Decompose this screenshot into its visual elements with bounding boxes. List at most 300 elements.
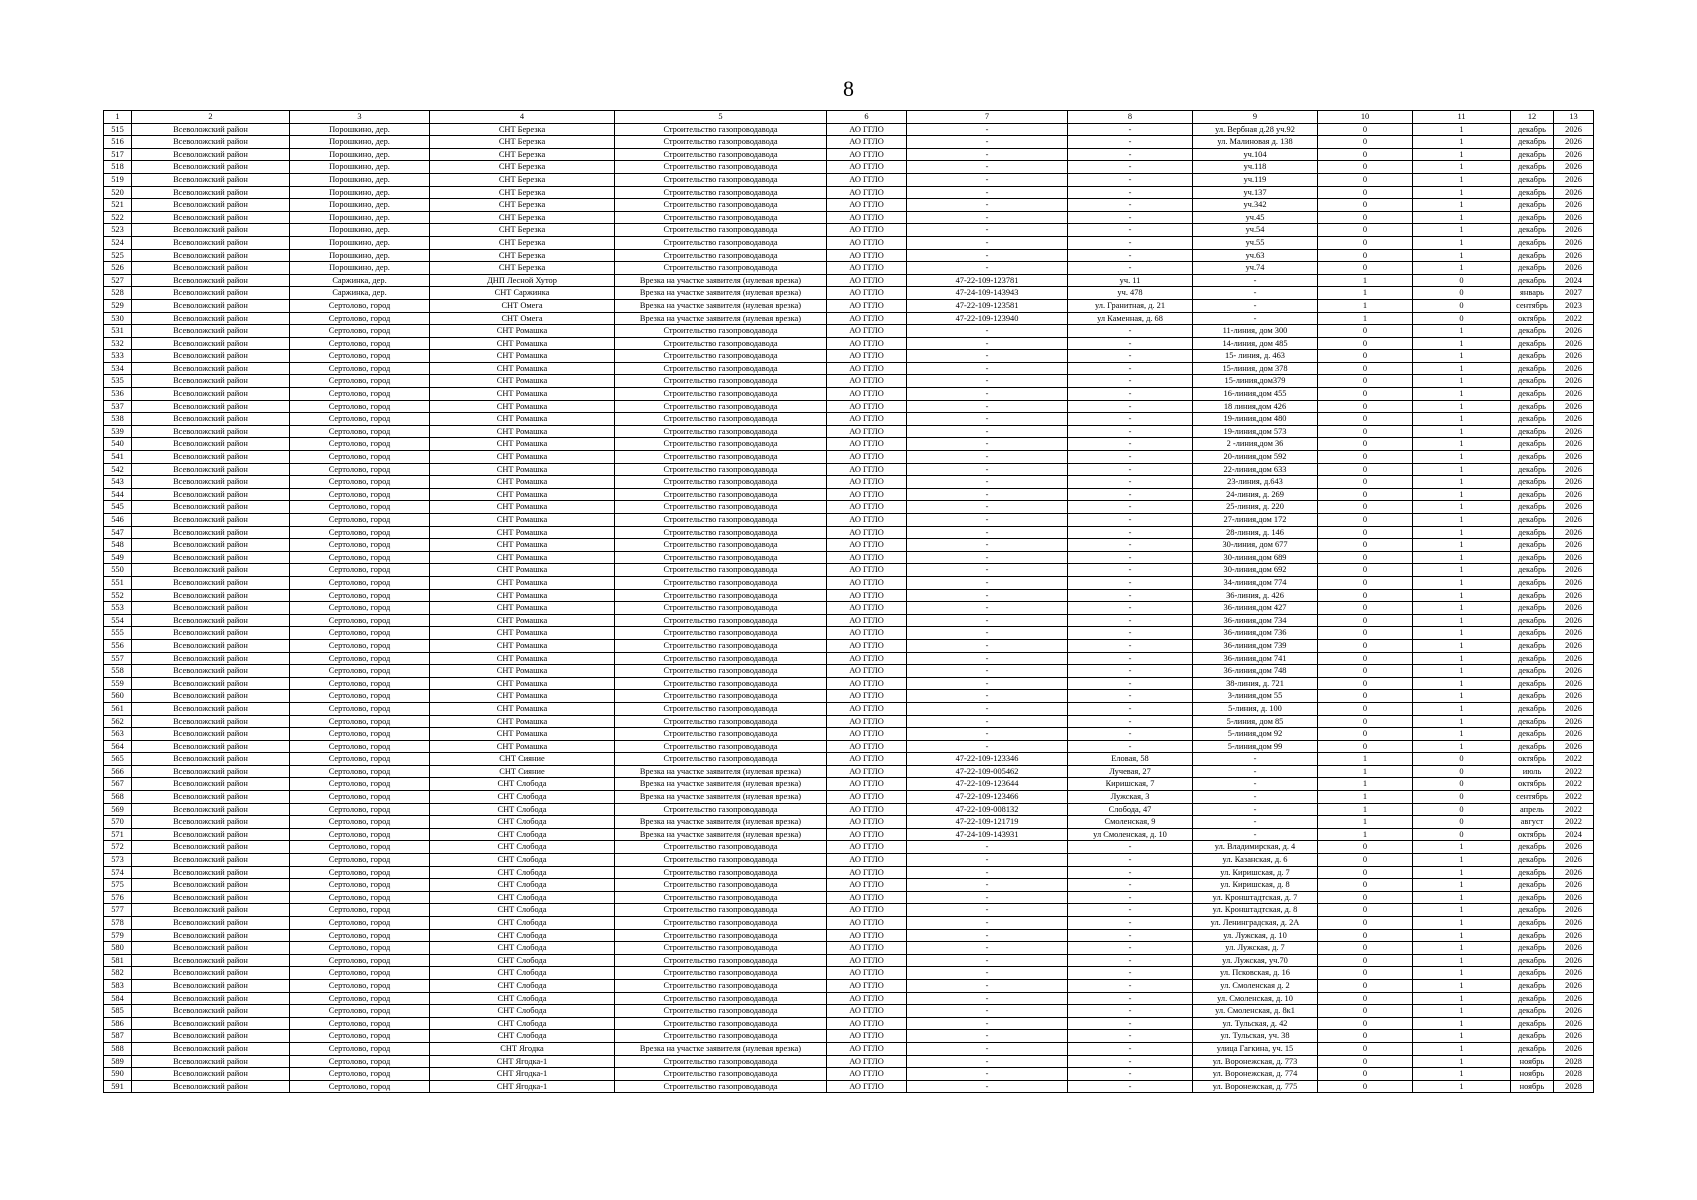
table-cell: Всеволожский район	[132, 904, 290, 917]
table-cell: 1	[1413, 388, 1511, 401]
table-cell: Сертолово, город	[290, 451, 430, 464]
table-cell: 2026	[1554, 413, 1594, 426]
table-cell: 1	[1413, 866, 1511, 879]
table-cell: АО ГГЛО	[827, 173, 907, 186]
table-cell: АО ГГЛО	[827, 992, 907, 1005]
table-cell: 0	[1318, 992, 1413, 1005]
table-cell: -	[1068, 967, 1193, 980]
table-cell: 47-22-109-123781	[907, 274, 1068, 287]
table-cell: Строительство газопроводавода	[615, 1030, 827, 1043]
table-cell: декабрь	[1511, 375, 1554, 388]
table-cell: 556	[104, 639, 132, 652]
table-row	[104, 1017, 1594, 1030]
table-cell: декабрь	[1511, 199, 1554, 212]
table-cell: декабрь	[1511, 262, 1554, 275]
table-cell: -	[1193, 299, 1318, 312]
table-cell: Врезка на участке заявителя (нулевая врезка)	[615, 274, 827, 287]
table-cell: 2026	[1554, 866, 1594, 879]
table-cell: -	[907, 476, 1068, 489]
table-cell: Строительство газопроводавода	[615, 148, 827, 161]
table-cell: Строительство газопроводавода	[615, 413, 827, 426]
table-cell: Сертолово, город	[290, 614, 430, 627]
table-cell: 47-22-109-123581	[907, 299, 1068, 312]
table-cell: -	[907, 904, 1068, 917]
table-cell: Слобода, 47	[1068, 803, 1193, 816]
table-cell: Строительство газопроводавода	[615, 639, 827, 652]
table-cell: СНТ Ягодка-1	[430, 1068, 615, 1081]
table-cell: Всеволожский район	[132, 211, 290, 224]
table-cell: -	[1068, 476, 1193, 489]
table-cell: декабрь	[1511, 501, 1554, 514]
table-cell: сентябрь	[1511, 299, 1554, 312]
table-cell: 2026	[1554, 576, 1594, 589]
table-cell: Сертолово, город	[290, 765, 430, 778]
table-cell: 581	[104, 954, 132, 967]
table-cell: 0	[1318, 451, 1413, 464]
table-cell: ул. Псковская, д. 16	[1193, 967, 1318, 980]
table-cell: 516	[104, 136, 132, 149]
table-cell: Всеволожский район	[132, 803, 290, 816]
table-cell: улица Гагкина, уч. 15	[1193, 1042, 1318, 1055]
table-cell: 0	[1413, 287, 1511, 300]
table-cell: 2026	[1554, 488, 1594, 501]
table-cell: ул. Казанская, д. 6	[1193, 854, 1318, 867]
table-cell: декабрь	[1511, 476, 1554, 489]
table-cell: СНТ Ромашка	[430, 388, 615, 401]
table-cell: 0	[1318, 1005, 1413, 1018]
table-cell: АО ГГЛО	[827, 123, 907, 136]
table-cell: -	[1068, 539, 1193, 552]
table-cell: 47-22-109-123940	[907, 312, 1068, 325]
table-cell: 559	[104, 677, 132, 690]
table-cell: 0	[1413, 803, 1511, 816]
table-cell: Всеволожский район	[132, 438, 290, 451]
table-cell: уч.137	[1193, 186, 1318, 199]
table-cell: Всеволожский район	[132, 287, 290, 300]
table-cell: 0	[1318, 1042, 1413, 1055]
table-cell: декабрь	[1511, 400, 1554, 413]
table-cell: декабрь	[1511, 728, 1554, 741]
table-cell: 562	[104, 715, 132, 728]
table-cell: 588	[104, 1042, 132, 1055]
table-cell: 23-линия, д.643	[1193, 476, 1318, 489]
table-cell: Строительство газопроводавода	[615, 136, 827, 149]
table-cell: -	[1068, 249, 1193, 262]
table-cell: Сертолово, город	[290, 803, 430, 816]
table-cell: -	[907, 652, 1068, 665]
table-cell: 2026	[1554, 325, 1594, 338]
table-cell: 2026	[1554, 350, 1594, 363]
table-cell: декабрь	[1511, 967, 1554, 980]
table-cell: 1	[1413, 161, 1511, 174]
table-cell: Всеволожский район	[132, 791, 290, 804]
table-row	[104, 891, 1594, 904]
table-cell: АО ГГЛО	[827, 627, 907, 640]
table-cell: -	[907, 1080, 1068, 1093]
table-cell: Сертолово, город	[290, 602, 430, 615]
table-row	[104, 1005, 1594, 1018]
table-cell: 0	[1413, 299, 1511, 312]
table-cell: 0	[1318, 665, 1413, 678]
table-cell: 0	[1413, 816, 1511, 829]
table-cell: Всеволожский район	[132, 136, 290, 149]
table-cell: Всеволожский район	[132, 463, 290, 476]
table-cell: -	[1193, 791, 1318, 804]
table-cell: 552	[104, 589, 132, 602]
table-cell: АО ГГЛО	[827, 287, 907, 300]
table-cell: 2026	[1554, 992, 1594, 1005]
table-cell: СНТ Слобода	[430, 992, 615, 1005]
table-cell: 530	[104, 312, 132, 325]
table-cell: декабрь	[1511, 161, 1554, 174]
table-cell: Всеволожский район	[132, 576, 290, 589]
table-cell: АО ГГЛО	[827, 1017, 907, 1030]
table-cell: 0	[1318, 224, 1413, 237]
table-cell: СНТ Слобода	[430, 917, 615, 930]
table-cell: 584	[104, 992, 132, 1005]
table-cell: Строительство газопроводавода	[615, 942, 827, 955]
table-cell: 1	[1413, 539, 1511, 552]
table-row	[104, 413, 1594, 426]
table-cell: АО ГГЛО	[827, 350, 907, 363]
table-cell: декабрь	[1511, 564, 1554, 577]
table-cell: 19-линия,дом 573	[1193, 425, 1318, 438]
table-cell: -	[1068, 400, 1193, 413]
table-cell: -	[907, 1055, 1068, 1068]
table-cell: ул. Смоленская, д. 8к1	[1193, 1005, 1318, 1018]
table-cell: 1	[1318, 791, 1413, 804]
table-cell: ул. Гранитная, д. 21	[1068, 299, 1193, 312]
table-cell: -	[1068, 1005, 1193, 1018]
table-cell: декабрь	[1511, 337, 1554, 350]
table-cell: ДНП Лесной Хутор	[430, 274, 615, 287]
table-cell: уч. 478	[1068, 287, 1193, 300]
table-cell: 564	[104, 740, 132, 753]
table-cell: -	[907, 665, 1068, 678]
table-cell: ноябрь	[1511, 1080, 1554, 1093]
table-cell: 1	[1413, 929, 1511, 942]
table-row	[104, 614, 1594, 627]
table-cell: Врезка на участке заявителя (нулевая врезка)	[615, 828, 827, 841]
table-cell: АО ГГЛО	[827, 589, 907, 602]
table-cell: 0	[1318, 148, 1413, 161]
table-cell: 2026	[1554, 514, 1594, 527]
table-cell: Всеволожский район	[132, 350, 290, 363]
table-cell: декабрь	[1511, 451, 1554, 464]
table-cell: Строительство газопроводавода	[615, 652, 827, 665]
table-cell: ул. Вербная д.28 уч.92	[1193, 123, 1318, 136]
table-cell: 1	[1413, 677, 1511, 690]
table-row	[104, 236, 1594, 249]
table-cell: Лужская, 3	[1068, 791, 1193, 804]
table-cell: Сертолово, город	[290, 375, 430, 388]
column-header: 12	[1511, 111, 1554, 124]
table-cell: 1	[1413, 879, 1511, 892]
table-cell: Строительство газопроводавода	[615, 526, 827, 539]
table-cell: 583	[104, 979, 132, 992]
table-cell: СНТ Слобода	[430, 866, 615, 879]
table-cell: 2026	[1554, 979, 1594, 992]
table-cell: СНТ Ромашка	[430, 463, 615, 476]
table-row	[104, 362, 1594, 375]
table-cell: Порошкино, дер.	[290, 224, 430, 237]
table-cell: 0	[1318, 1030, 1413, 1043]
table-cell: Сертолово, город	[290, 1030, 430, 1043]
table-cell: СНТ Ромашка	[430, 665, 615, 678]
table-row	[104, 992, 1594, 1005]
table-cell: Всеволожский район	[132, 891, 290, 904]
table-cell: 0	[1413, 828, 1511, 841]
table-cell: 0	[1318, 702, 1413, 715]
table-cell: 1	[1413, 1080, 1511, 1093]
table-cell: 532	[104, 337, 132, 350]
table-row	[104, 438, 1594, 451]
table-cell: -	[907, 551, 1068, 564]
table-cell: -	[1068, 413, 1193, 426]
table-cell: АО ГГЛО	[827, 199, 907, 212]
table-cell: Всеволожский район	[132, 1030, 290, 1043]
table-cell: 2026	[1554, 236, 1594, 249]
table-cell: 14-линия, дом 485	[1193, 337, 1318, 350]
table-row	[104, 866, 1594, 879]
table-cell: Порошкино, дер.	[290, 262, 430, 275]
table-cell: 538	[104, 413, 132, 426]
table-cell: Порошкино, дер.	[290, 199, 430, 212]
table-cell: -	[1068, 627, 1193, 640]
table-cell: сентябрь	[1511, 791, 1554, 804]
table-cell: 561	[104, 702, 132, 715]
table-cell: СНТ Слобода	[430, 954, 615, 967]
table-cell: октябрь	[1511, 312, 1554, 325]
table-cell: Сертолово, город	[290, 979, 430, 992]
table-cell: 1	[1413, 665, 1511, 678]
table-cell: -	[907, 249, 1068, 262]
table-cell: Сертолово, город	[290, 992, 430, 1005]
table-cell: 2026	[1554, 161, 1594, 174]
table-cell: АО ГГЛО	[827, 362, 907, 375]
table-row	[104, 249, 1594, 262]
table-cell: 0	[1318, 514, 1413, 527]
table-cell: АО ГГЛО	[827, 451, 907, 464]
table-cell: 1	[1413, 425, 1511, 438]
table-cell: -	[1068, 136, 1193, 149]
table-cell: Всеволожский район	[132, 841, 290, 854]
table-cell: 0	[1318, 362, 1413, 375]
table-cell: Всеволожский район	[132, 400, 290, 413]
table-cell: декабрь	[1511, 173, 1554, 186]
table-cell: 0	[1318, 425, 1413, 438]
table-cell: Строительство газопроводавода	[615, 388, 827, 401]
table-cell: 2022	[1554, 778, 1594, 791]
table-cell: 0	[1318, 904, 1413, 917]
table-cell: АО ГГЛО	[827, 413, 907, 426]
table-cell: ул. Ленинградская, д. 2А	[1193, 917, 1318, 930]
page-number: 8	[843, 76, 854, 101]
table-cell: декабрь	[1511, 1042, 1554, 1055]
table-cell: СНТ Ромашка	[430, 413, 615, 426]
table-cell: -	[907, 1068, 1068, 1081]
table-cell: Сертолово, город	[290, 904, 430, 917]
table-cell: Сертолово, город	[290, 413, 430, 426]
table-cell: 0	[1318, 740, 1413, 753]
table-cell: Сертолово, город	[290, 929, 430, 942]
table-cell: 2026	[1554, 614, 1594, 627]
table-cell: 1	[1413, 702, 1511, 715]
table-cell: 1	[1413, 1030, 1511, 1043]
table-cell: Строительство газопроводавода	[615, 463, 827, 476]
table-cell: ул. Лужская, д. 10	[1193, 929, 1318, 942]
table-cell: СНТ Ягодка	[430, 1042, 615, 1055]
table-cell: 1	[1413, 514, 1511, 527]
table-cell: декабрь	[1511, 841, 1554, 854]
table-cell: 0	[1318, 942, 1413, 955]
table-cell: Всеволожский район	[132, 854, 290, 867]
table-row	[104, 161, 1594, 174]
table-cell: 560	[104, 690, 132, 703]
table-cell: 2022	[1554, 791, 1594, 804]
table-cell: -	[1068, 728, 1193, 741]
table-cell: 517	[104, 148, 132, 161]
table-cell: ул Смоленская, д. 10	[1068, 828, 1193, 841]
table-cell: СНТ Слобода	[430, 979, 615, 992]
table-cell: декабрь	[1511, 148, 1554, 161]
table-cell: АО ГГЛО	[827, 425, 907, 438]
table-cell: 558	[104, 665, 132, 678]
table-cell: 0	[1318, 1055, 1413, 1068]
table-cell: 24-линия, д. 269	[1193, 488, 1318, 501]
table-row	[104, 627, 1594, 640]
table-row	[104, 1080, 1594, 1093]
table-cell: АО ГГЛО	[827, 967, 907, 980]
table-cell: Сертолово, город	[290, 350, 430, 363]
table-cell: -	[907, 690, 1068, 703]
table-cell: -	[1068, 904, 1193, 917]
table-cell: Сертолово, город	[290, 476, 430, 489]
table-cell: 550	[104, 564, 132, 577]
table-cell: Всеволожский район	[132, 652, 290, 665]
table-cell: ул. Киришская, д. 8	[1193, 879, 1318, 892]
table-cell: 27-линия,дом 172	[1193, 514, 1318, 527]
table-cell: 555	[104, 627, 132, 640]
table-cell: АО ГГЛО	[827, 866, 907, 879]
table-cell: 563	[104, 728, 132, 741]
table-cell: 0	[1318, 161, 1413, 174]
table-cell: -	[907, 879, 1068, 892]
table-cell: Строительство газопроводавода	[615, 451, 827, 464]
table-cell: -	[907, 1030, 1068, 1043]
table-row	[104, 589, 1594, 602]
table-cell: 1	[1413, 375, 1511, 388]
table-cell: Сертолово, город	[290, 312, 430, 325]
table-cell: 2026	[1554, 929, 1594, 942]
table-cell: АО ГГЛО	[827, 249, 907, 262]
table-cell: 2022	[1554, 765, 1594, 778]
table-cell: Всеволожский район	[132, 627, 290, 640]
table-cell: -	[1068, 1080, 1193, 1093]
table-cell: 1	[1413, 1068, 1511, 1081]
table-cell: 2026	[1554, 476, 1594, 489]
table-cell: 1	[1413, 576, 1511, 589]
table-cell: 1	[1318, 312, 1413, 325]
table-cell: 0	[1318, 526, 1413, 539]
table-cell: -	[1068, 677, 1193, 690]
table-cell: -	[907, 854, 1068, 867]
table-cell: Строительство газопроводавода	[615, 992, 827, 1005]
table-cell: Киришская, 7	[1068, 778, 1193, 791]
table-cell: ул. Лужская, уч.70	[1193, 954, 1318, 967]
table-cell: СНТ Слобода	[430, 1017, 615, 1030]
table-row	[104, 979, 1594, 992]
table-cell: 1	[1413, 627, 1511, 640]
table-cell: Всеволожский район	[132, 967, 290, 980]
table-cell: СНТ Слобода	[430, 1005, 615, 1018]
table-cell: Строительство газопроводавода	[615, 337, 827, 350]
table-cell: уч.118	[1193, 161, 1318, 174]
table-cell: Лучевая, 27	[1068, 765, 1193, 778]
table-cell: 527	[104, 274, 132, 287]
table-cell: Строительство газопроводавода	[615, 740, 827, 753]
table-row	[104, 564, 1594, 577]
table-cell: 36-линия,дом 427	[1193, 602, 1318, 615]
table-cell: 15- линия, д. 463	[1193, 350, 1318, 363]
table-cell: -	[907, 526, 1068, 539]
table-cell: -	[1068, 954, 1193, 967]
column-header: 6	[827, 111, 907, 124]
table-cell: АО ГГЛО	[827, 1068, 907, 1081]
table-cell: Строительство газопроводавода	[615, 1017, 827, 1030]
table-body	[104, 123, 1594, 1093]
table-row	[104, 778, 1594, 791]
table-cell: 0	[1318, 249, 1413, 262]
table-row	[104, 917, 1594, 930]
table-cell: Врезка на участке заявителя (нулевая врезка)	[615, 765, 827, 778]
table-cell: Порошкино, дер.	[290, 148, 430, 161]
table-cell: Строительство газопроводавода	[615, 879, 827, 892]
table-cell: Строительство газопроводавода	[615, 476, 827, 489]
table-cell: 531	[104, 325, 132, 338]
table-cell: СНТ Ромашка	[430, 451, 615, 464]
table-row	[104, 262, 1594, 275]
table-cell: АО ГГЛО	[827, 388, 907, 401]
table-cell: -	[1068, 942, 1193, 955]
table-cell: СНТ Сияние	[430, 753, 615, 766]
table-cell: 2026	[1554, 173, 1594, 186]
table-cell: ул. Кронштадтская, д. 7	[1193, 891, 1318, 904]
table-cell: -	[1068, 702, 1193, 715]
table-cell: 0	[1318, 866, 1413, 879]
table-row	[104, 967, 1594, 980]
table-cell: Всеволожский район	[132, 362, 290, 375]
table-cell: 0	[1318, 715, 1413, 728]
table-cell: СНТ Ромашка	[430, 740, 615, 753]
table-cell: -	[1068, 589, 1193, 602]
table-cell: декабрь	[1511, 514, 1554, 527]
table-row	[104, 400, 1594, 413]
table-cell: Строительство газопроводавода	[615, 665, 827, 678]
table-cell: уч.63	[1193, 249, 1318, 262]
table-cell: Сертолово, город	[290, 715, 430, 728]
table-cell: январь	[1511, 287, 1554, 300]
table-cell: -	[907, 236, 1068, 249]
table-cell: 1	[1413, 854, 1511, 867]
table-cell: 526	[104, 262, 132, 275]
table-cell: -	[1068, 690, 1193, 703]
table-cell: -	[1068, 375, 1193, 388]
table-cell: -	[907, 199, 1068, 212]
table-cell: 2026	[1554, 337, 1594, 350]
table-cell: Всеволожский район	[132, 224, 290, 237]
table-cell: 1	[1413, 954, 1511, 967]
